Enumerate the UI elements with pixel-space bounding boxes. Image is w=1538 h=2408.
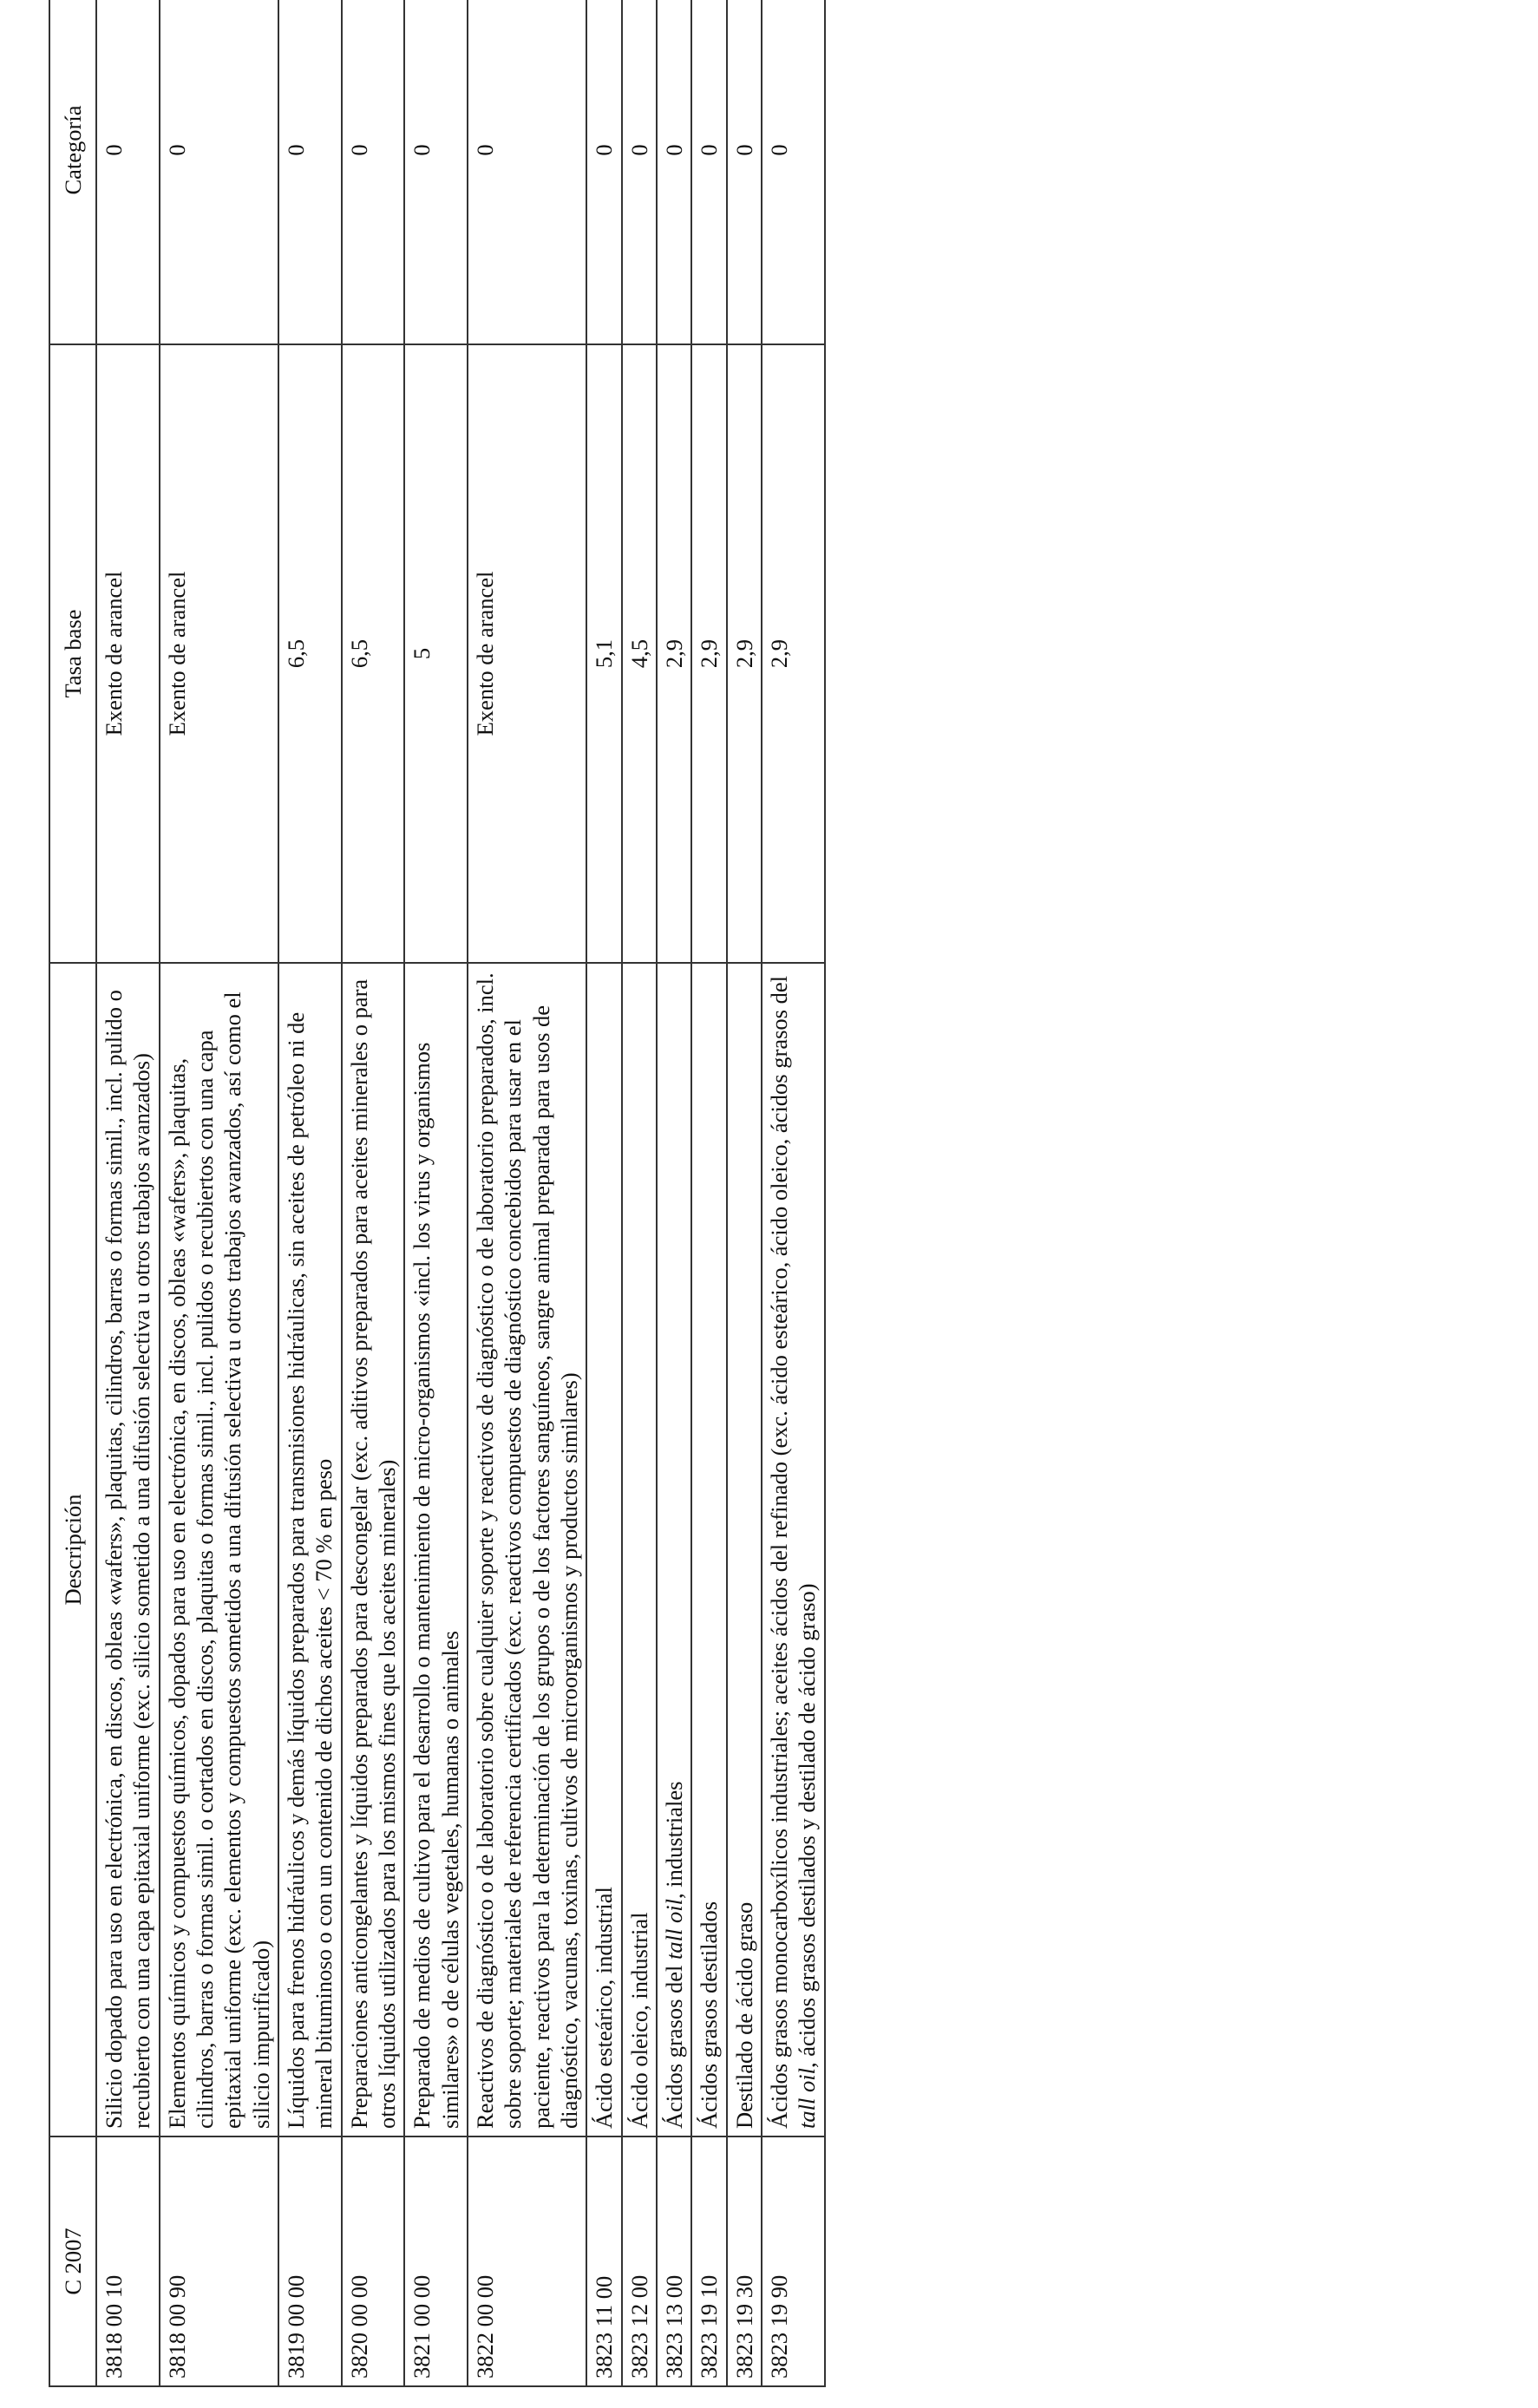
row-description: Ácido esteárico, industrial xyxy=(586,963,621,2136)
row-category: 0 xyxy=(622,0,657,344)
row-base-rate: 6,5 xyxy=(342,344,405,963)
row-category: 0 xyxy=(404,0,468,344)
table-header-row xyxy=(49,0,96,2386)
row-base-rate: 4,5 xyxy=(622,344,657,963)
row-code: 3822 00 00 xyxy=(468,2136,586,2386)
header-base-rate: Tasa base xyxy=(49,344,96,963)
row-description: Destilado de ácido graso xyxy=(727,963,762,2136)
row-category: 0 xyxy=(586,0,621,344)
table-row xyxy=(586,0,621,2386)
row-base-rate: 2,9 xyxy=(657,344,691,963)
row-category: 0 xyxy=(342,0,405,344)
row-category: 0 xyxy=(278,0,342,344)
row-category: 0 xyxy=(691,0,726,344)
row-description: Líquidos para frenos hidráulicos y demás líquidos preparados para transmisiones hidráulicas, sin aceites de petróleo ni de mineral bituminoso o con un contenido de dichos aceites < 70 % en peso xyxy=(278,963,342,2136)
row-base-rate: 6,5 xyxy=(278,344,342,963)
header-description: Descripción xyxy=(49,963,96,2136)
row-description: Reactivos de diagnóstico o de laboratorio sobre cualquier soporte y reactivos de diagnóstico o de laboratorio preparados, incl. sobre soporte; materiales de referencia certificados (exc. reactivos compuestos de diagnóstico concebidos para usar en el paciente, reactivos para la determinación de los grupos o de los factores sanguíneos, sangre animal preparada para usos de diagnóstico, vacunas, toxinas, cultivos de microorganismos y productos similares) xyxy=(468,963,586,2136)
row-description: Ácidos grasos destilados xyxy=(691,963,726,2136)
header-code: C 2007 xyxy=(49,2136,96,2386)
row-base-rate: Exento de arancel xyxy=(468,344,586,963)
table-row xyxy=(622,0,657,2386)
row-description: Ácido oleico, industrial xyxy=(622,963,657,2136)
row-base-rate: 5,1 xyxy=(586,344,621,963)
row-description xyxy=(657,963,691,2136)
table-row xyxy=(762,0,825,2386)
table-row xyxy=(342,0,405,2386)
row-base-rate: 2,9 xyxy=(691,344,726,963)
row-category: 0 xyxy=(96,0,160,344)
table-row xyxy=(727,0,762,2386)
row-code: 3818 00 10 xyxy=(96,2136,160,2386)
row-category: 0 xyxy=(657,0,691,344)
row-code: 3820 00 00 xyxy=(342,2136,405,2386)
row-description: Preparaciones anticongelantes y líquidos preparados para descongelar (exc. aditivos preparados para aceites minerales o para otros líquidos utilizados para los mismos fines que los aceites minerales) xyxy=(342,963,405,2136)
row-category: 0 xyxy=(468,0,586,344)
row-code: 3823 19 90 xyxy=(762,2136,825,2386)
row-code: 3823 19 30 xyxy=(727,2136,762,2386)
row-code: 3819 00 00 xyxy=(278,2136,342,2386)
table-row xyxy=(657,0,691,2386)
row-description xyxy=(762,963,825,2136)
table-row xyxy=(160,0,278,2386)
row-category: 0 xyxy=(762,0,825,344)
row-base-rate: 2,9 xyxy=(727,344,762,963)
row-code: 3823 19 10 xyxy=(691,2136,726,2386)
description-italic-term: tall oil xyxy=(660,1899,687,1960)
description-italic-term: tall oil xyxy=(794,2068,821,2129)
header-category: Categoría xyxy=(49,0,96,344)
description-text: , industriales xyxy=(660,1781,687,1899)
row-description: Silicio dopado para uso en electrónica, en discos, obleas «wafers», plaquitas, cilindros, barras o formas simil., incl. pulido o recubierto con una capa epitaxial uniforme (exc. silicio sometido a una difusión selectiva u otros trabajos avanzados) xyxy=(96,963,160,2136)
table-row xyxy=(468,0,586,2386)
row-code: 3823 12 00 xyxy=(622,2136,657,2386)
row-category: 0 xyxy=(727,0,762,344)
row-code: 3823 11 00 xyxy=(586,2136,621,2386)
table-row xyxy=(691,0,726,2386)
description-text: Ácidos grasos del xyxy=(660,1959,687,2129)
rotated-page xyxy=(49,19,1185,2387)
table-row xyxy=(96,0,160,2386)
row-base-rate: 5 xyxy=(404,344,468,963)
table-row xyxy=(404,0,468,2386)
row-code: 3823 13 00 xyxy=(657,2136,691,2386)
tariff-table xyxy=(49,0,826,2387)
row-base-rate: Exento de arancel xyxy=(160,344,278,963)
row-code: 3821 00 00 xyxy=(404,2136,468,2386)
row-base-rate: 2,9 xyxy=(762,344,825,963)
row-description: Preparado de medios de cultivo para el desarrollo o mantenimiento de micro-organismos «incl. los virus y organismos similares» o de células vegetales, humanas o animales xyxy=(404,963,468,2136)
table-row xyxy=(278,0,342,2386)
description-text: Ácidos grasos monocarboxílicos industriales; aceites ácidos del refinado (exc. ácido esteárico, ácido oleico, ácidos grasos del xyxy=(765,976,792,2129)
row-description: Elementos químicos y compuestos químicos, dopados para uso en electrónica, en discos, obleas «wafers», plaquitas, cilindros, barras o formas simil. o cortados en discos, plaquitas o formas simil., incl. pulidos o recubiertos con una capa epitaxial uniforme (exc. elementos y compuestos sometidos a una difusión selectiva u otros trabajos avanzados, así como el silicio impurificado) xyxy=(160,963,278,2136)
row-category: 0 xyxy=(160,0,278,344)
description-text: , ácidos grasos destilados y destilado de ácido graso) xyxy=(794,1583,821,2069)
row-code: 3818 00 90 xyxy=(160,2136,278,2386)
row-base-rate: Exento de arancel xyxy=(96,344,160,963)
